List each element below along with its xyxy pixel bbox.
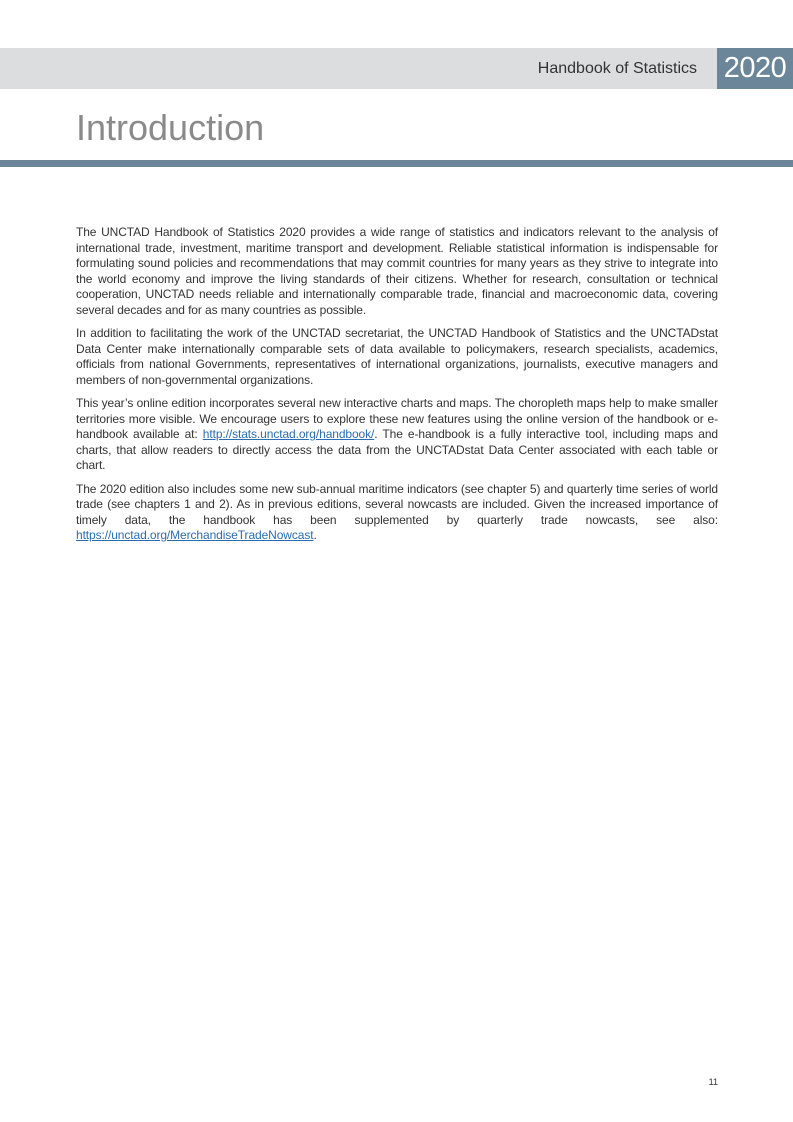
paragraph-1: The UNCTAD Handbook of Statistics 2020 provides a wide range of statistics and indicators relevant to the analysis of international trade, investment, maritime transport and development. Reliable statistical information is indispensable for formulating sound policies and recommendations that may commit countries for many years as they strive to integrate into the world economy and improve the living standards of their citizens. Whether for research, consultation or technical cooperation, UNCTAD needs reliable and internationally comparable trade, financial and macroeconomic data, covering several decades and for as many countries as possible.: [76, 225, 718, 317]
paragraph-2: In addition to facilitating the work of the UNCTAD secretariat, the UNCTAD Handbook of Statistics and the UNCTADstat Data Center make internationally comparable sets of data available to policymakers, research specialists, academics, officials from national Governments, representatives of international organizations, journalists, executive managers and members of non-governmental organizations.: [76, 326, 718, 387]
page-number: 11: [708, 1077, 718, 1087]
title-divider: [0, 160, 793, 167]
paragraph-3-text-start: This year’s online edition incorporates several new interactive charts and maps. The choropleth maps help to make smaller territories more visible. We encourage users to explore these new features using the online version of the handbook or e-handbook available at:: [76, 396, 718, 441]
paragraph-3-text-end: . The e-handbook is a fully interactive tool, including maps and charts, that allow readers to directly access the data from the UNCTADstat Data Center associated with each table or chart.: [76, 427, 718, 472]
header-year-badge: 2020: [717, 48, 793, 89]
paragraph-3: [76, 396, 718, 474]
handbook-link[interactable]: http://stats.unctad.org/handbook/: [202, 427, 375, 441]
body-content: [76, 225, 718, 552]
paragraph-4-text-start: The 2020 edition also includes some new sub-annual maritime indicators (see chapter 5) and quarterly time series of world trade (see chapters 1 and 2). As in previous editions, several nowcasts are included. Given the increased importance of timely data, the handbook has been supplemented by quarterly trade nowcasts, see also:: [76, 481, 718, 527]
page-title: Introduction: [76, 107, 265, 148]
paragraph-4-text-end: .: [313, 528, 317, 542]
paragraph-4: [76, 482, 718, 544]
nowcast-link[interactable]: https://unctad.org/MerchandiseTradeNowcast: [76, 528, 314, 542]
header-title: Handbook of Statistics: [537, 60, 697, 77]
